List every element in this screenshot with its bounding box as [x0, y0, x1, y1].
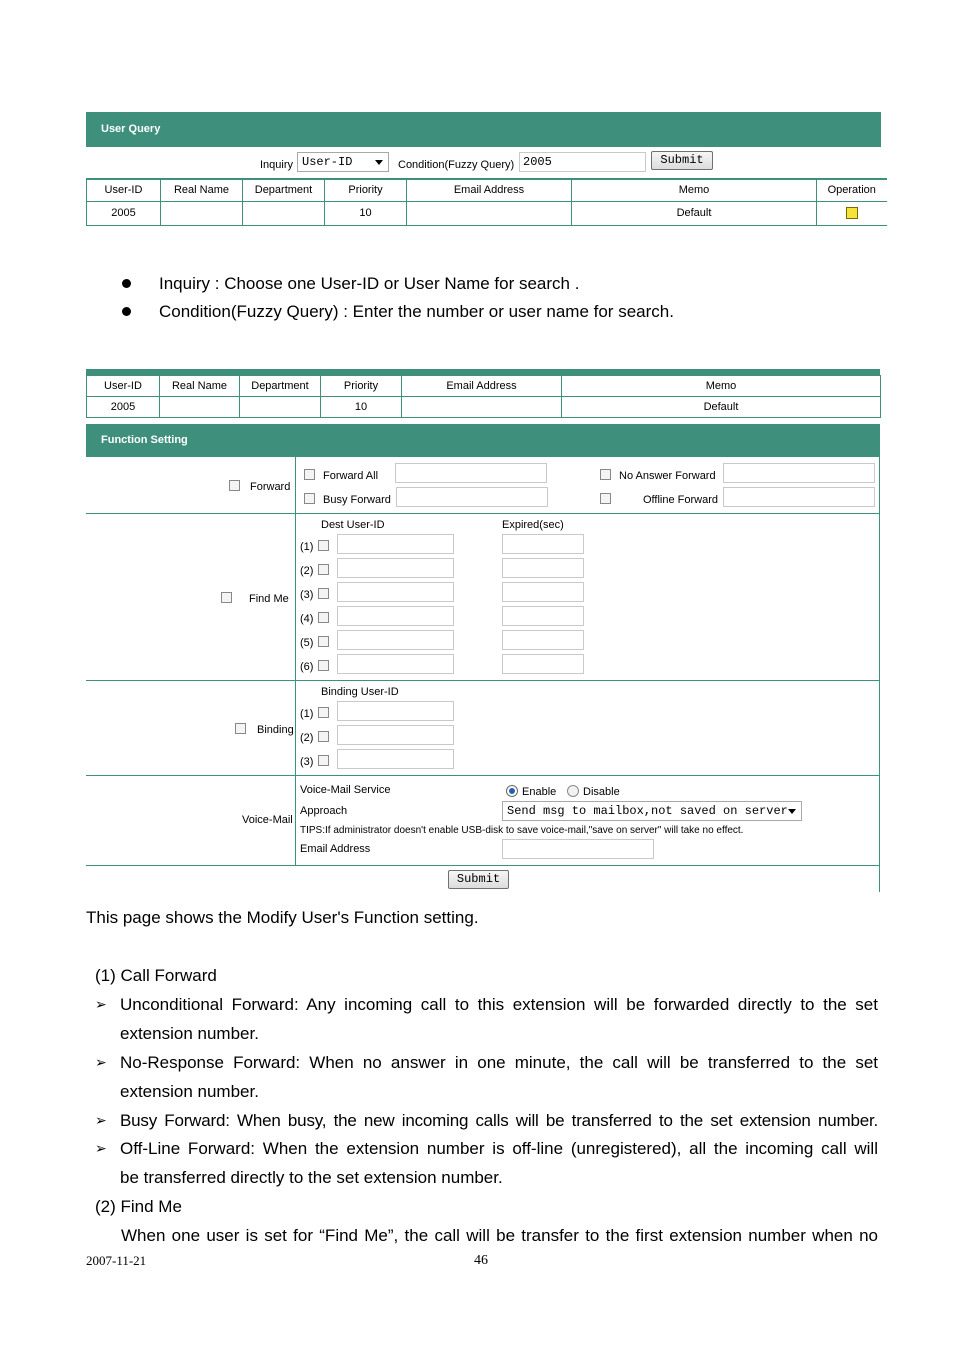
expired-header: Expired(sec) [502, 519, 564, 531]
arrow-bullet-icon: ➢ [95, 1054, 107, 1070]
voice-mail-tips: TIPS:If administrator doesn't enable USB-disk to save voice-mail,"save on server" will take no effect. [300, 825, 744, 836]
find-me-expired-input[interactable] [502, 630, 584, 650]
function-setting-title: Function Setting [101, 434, 188, 446]
user-table-2 [86, 375, 881, 418]
col-header: Real Name [160, 376, 240, 397]
col-header: Memo [562, 376, 881, 397]
find-me-row-checkbox[interactable] [318, 588, 329, 599]
find-me-row-label: (2) [300, 565, 314, 577]
col-header: User-ID [87, 376, 160, 397]
divider [879, 457, 880, 892]
busy-forward-checkbox[interactable] [304, 493, 315, 504]
list-item: be transferred directly to the set extension number. [120, 1168, 503, 1187]
binding-row-label: (1) [300, 708, 314, 720]
user-query-title: User Query [101, 123, 161, 135]
voice-mail-service-label: Voice-Mail Service [300, 784, 391, 796]
binding-row-checkbox[interactable] [318, 731, 329, 742]
offline-forward-input[interactable] [723, 487, 875, 507]
list-item: No-Response Forward: When no answer in one minute, the call will be transferred to the set [120, 1053, 878, 1072]
table-header-row [87, 376, 881, 397]
binding-row-label: (2) [300, 732, 314, 744]
find-me-row-checkbox[interactable] [318, 636, 329, 647]
list-item: extension number. [120, 1024, 259, 1043]
condition-label: Condition(Fuzzy Query) [398, 159, 515, 171]
divider [86, 865, 880, 866]
divider [295, 457, 296, 865]
find-me-row-label: (6) [300, 661, 314, 673]
offline-forward-checkbox[interactable] [600, 493, 611, 504]
col-header: Priority [321, 376, 402, 397]
cell-operation [817, 201, 887, 225]
col-header: Department [240, 376, 321, 397]
arrow-bullet-icon: ➢ [95, 996, 107, 1012]
cell-department [243, 201, 325, 225]
inquiry-label: Inquiry [260, 159, 294, 171]
find-me-heading: (2) Find Me [95, 1197, 182, 1216]
approach-select[interactable] [502, 801, 802, 821]
call-forward-heading: (1) Call Forward [95, 966, 217, 985]
find-me-checkbox[interactable] [221, 592, 232, 603]
cell-department [240, 397, 321, 418]
find-me-dest-input[interactable] [337, 630, 454, 650]
table-row [87, 397, 881, 418]
binding-row-checkbox[interactable] [318, 707, 329, 718]
col-header: Email Address [402, 376, 562, 397]
no-answer-forward-label: No Answer Forward [619, 470, 716, 482]
bullet-text: Inquiry : Choose one User-ID or User Name for search . [159, 274, 580, 293]
offline-forward-label: Offline Forward [643, 494, 718, 506]
condition-input-value: 2005 [523, 155, 552, 169]
no-answer-forward-checkbox[interactable] [600, 469, 611, 480]
col-header: User-ID [87, 179, 161, 201]
cell-email [402, 397, 562, 418]
approach-label: Approach [300, 805, 348, 817]
find-me-dest-input[interactable] [337, 654, 454, 674]
find-me-row-label: (1) [300, 541, 314, 553]
col-header: Memo [572, 179, 817, 201]
enable-label: Enable [522, 786, 557, 798]
binding-label: Binding [257, 724, 294, 736]
find-me-dest-input[interactable] [337, 582, 454, 602]
find-me-row-checkbox[interactable] [318, 660, 329, 671]
email-address-label: Email Address [300, 843, 371, 855]
disable-radio[interactable] [567, 785, 579, 797]
divider [86, 680, 880, 681]
find-me-paragraph: When one user is set for “Find Me”, the call will be transfer to the first extension number when no [121, 1226, 878, 1245]
voice-mail-label: Voice-Mail [242, 814, 293, 826]
cell-priority: 10 [321, 397, 402, 418]
dest-user-id-header: Dest User-ID [321, 519, 385, 531]
binding-user-input[interactable] [337, 749, 454, 769]
find-me-row-label: (3) [300, 589, 314, 601]
cell-real-name [160, 397, 240, 418]
approach-select-value: Send msg to mailbox,not saved on server [507, 804, 788, 818]
find-me-dest-input[interactable] [337, 534, 454, 554]
edit-icon[interactable] [846, 207, 858, 219]
no-answer-forward-input[interactable] [723, 463, 875, 483]
condition-input[interactable] [519, 152, 646, 172]
find-me-dest-input[interactable] [337, 558, 454, 578]
busy-forward-input[interactable] [396, 487, 548, 507]
bullet-icon [122, 307, 131, 316]
cell-user-id: 2005 [87, 397, 160, 418]
binding-row-label: (3) [300, 756, 314, 768]
footer-date: 2007-11-21 [86, 1253, 147, 1268]
list-item: Unconditional Forward: Any incoming call to this extension will be forwarded directly to the set [120, 995, 878, 1014]
forward-all-input[interactable] [395, 463, 547, 483]
enable-radio[interactable] [506, 785, 518, 797]
cell-memo: Default [562, 397, 881, 418]
forward-all-label: Forward All [323, 470, 379, 482]
find-me-expired-input[interactable] [502, 558, 584, 578]
find-me-expired-input[interactable] [502, 582, 584, 602]
find-me-row-label: (5) [300, 637, 314, 649]
query-submit-button[interactable]: Submit [651, 151, 713, 170]
intro-paragraph: This page shows the Modify User's Function setting. [86, 908, 479, 927]
user-query-table [86, 178, 887, 226]
table-row [87, 201, 887, 225]
binding-user-input[interactable] [337, 701, 454, 721]
list-item: Busy Forward: When busy, the new incoming calls will be transferred to the set extension number. [120, 1111, 878, 1130]
inquiry-select[interactable] [297, 152, 389, 172]
cell-user-id: 2005 [87, 201, 161, 225]
binding-checkbox[interactable] [235, 723, 246, 734]
chevron-down-icon [788, 809, 796, 814]
col-header: Email Address [407, 179, 572, 201]
page-number: 46 [474, 1253, 488, 1268]
binding-user-input[interactable] [337, 725, 454, 745]
find-me-row-checkbox[interactable] [318, 612, 329, 623]
cell-real-name [161, 201, 243, 225]
find-me-expired-input[interactable] [502, 534, 584, 554]
col-header: Department [243, 179, 325, 201]
voice-mail-email-input[interactable] [502, 839, 654, 859]
disable-label: Disable [583, 786, 620, 798]
find-me-row-checkbox[interactable] [318, 564, 329, 575]
find-me-expired-input[interactable] [502, 606, 584, 626]
bullet-icon [122, 279, 131, 288]
chevron-down-icon [375, 160, 383, 165]
cell-email [407, 201, 572, 225]
find-me-dest-input[interactable] [337, 606, 454, 626]
find-me-label: Find Me [249, 593, 289, 605]
cell-priority: 10 [325, 201, 407, 225]
col-header: Real Name [161, 179, 243, 201]
find-me-expired-input[interactable] [502, 654, 584, 674]
table-header-row [87, 179, 887, 201]
find-me-row-checkbox[interactable] [318, 540, 329, 551]
find-me-row-label: (4) [300, 613, 314, 625]
divider [86, 775, 880, 776]
function-setting-header [86, 424, 880, 457]
col-header: Operation [817, 179, 887, 201]
arrow-bullet-icon: ➢ [95, 1112, 107, 1128]
cell-memo: Default [572, 201, 817, 225]
binding-user-id-header: Binding User-ID [321, 686, 399, 698]
radio-selected-dot [509, 788, 515, 794]
arrow-bullet-icon: ➢ [95, 1140, 107, 1156]
inquiry-select-value: User-ID [302, 155, 353, 169]
user-query-header [86, 112, 881, 147]
busy-forward-label: Busy Forward [323, 494, 391, 506]
col-header: Priority [325, 179, 407, 201]
forward-checkbox[interactable] [229, 480, 240, 491]
binding-row-checkbox[interactable] [318, 755, 329, 766]
forward-all-checkbox[interactable] [304, 469, 315, 480]
list-item: extension number. [120, 1082, 259, 1101]
bullet-text: Condition(Fuzzy Query) : Enter the number or user name for search. [159, 302, 674, 321]
function-submit-button[interactable]: Submit [448, 870, 509, 889]
forward-label: Forward [250, 481, 291, 493]
divider [86, 513, 880, 514]
list-item: Off-Line Forward: When the extension number is off-line (unregistered), all the incoming call will [120, 1139, 878, 1158]
